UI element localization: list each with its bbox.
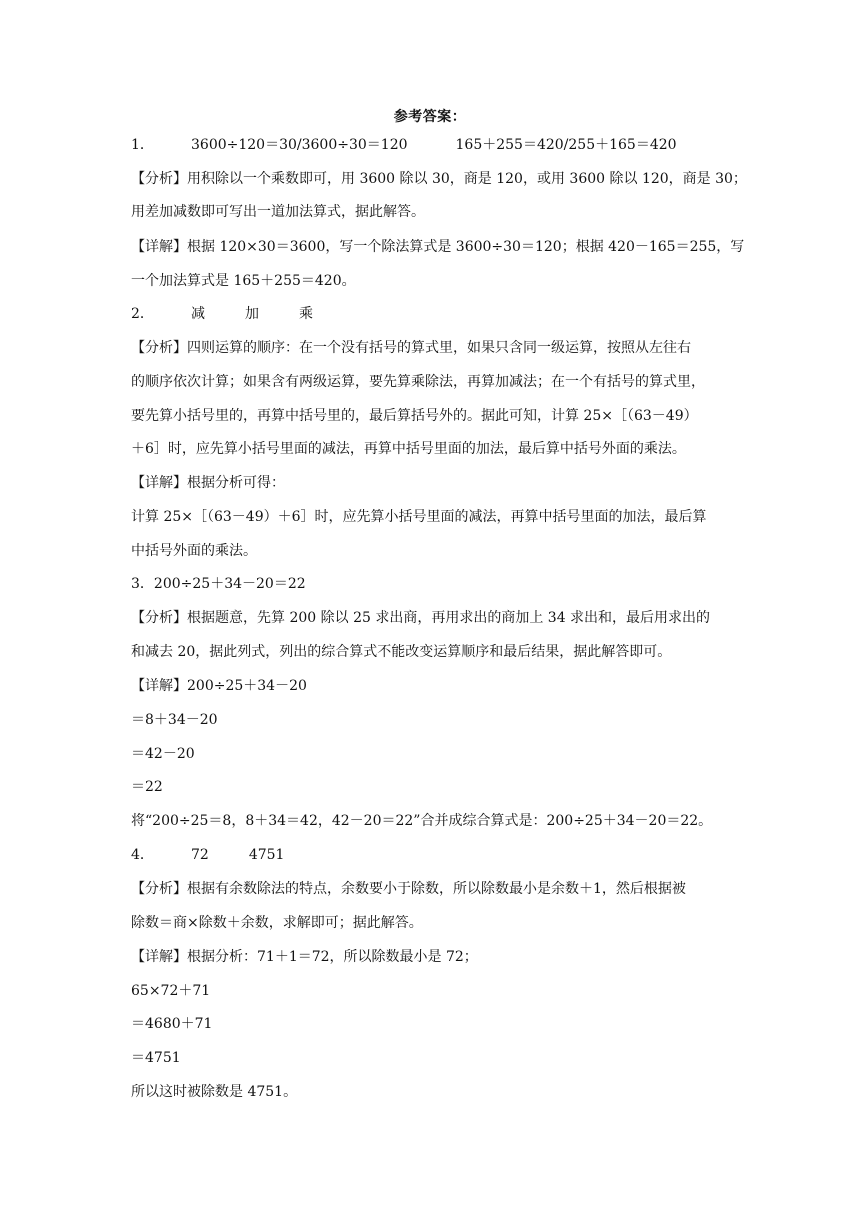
item-answer: 减 [191,306,205,322]
item-number: 1． [131,137,154,153]
analysis-line: 【分析】根据题意，先算 200 除以 25 求出商，再用求出的商加上 34 求出和，最后用求出的 [131,610,711,626]
item-4-answer-line [131,846,731,864]
analysis-line: 的顺序依次计算；如果含有两级运算，要先算乘除法，再算加减法；在一个有括号的算式里， [131,374,705,390]
detail-line: 将“200÷25＝8，8＋34＝42，42－20＝22”合并成综合算式是：200÷25＋34－20＝22。 [131,813,713,829]
analysis-line: ＋6］时，应先算小括号里面的减法，再算中括号里面的加法，最后算中括号外面的乘法。 [131,441,686,457]
detail-line: 所以这时被除数是 4751。 [131,1084,298,1100]
item-answer: 200÷25＋34－20＝22 [153,576,306,592]
detail-line: 【详解】根据 120×30＝3600，写一个除法算式是 3600÷30＝120；根据 420－165＝255，写 [131,239,745,255]
item-answer: 乘 [299,306,313,322]
item-number: 3． [131,576,154,592]
detail-line: ＝4751 [131,1050,181,1066]
analysis-line: 【分析】四则运算的顺序：在一个没有括号的算式里，如果只含同一级运算，按照从左往右 [131,340,691,356]
item-3-answer-line [131,575,731,593]
item-answer: 加 [245,306,259,322]
item-2-answer-line [131,305,731,323]
item-number: 4． [131,847,154,863]
analysis-line: 【分析】用积除以一个乘数即可，用 3600 除以 30，商是 120，或用 3600 除以 120，商是 30； [131,171,747,187]
detail-line: ＝42－20 [131,746,195,762]
detail-line: ＝8＋34－20 [131,712,218,728]
item-answer: 4751 [248,847,285,863]
item-answer: 165＋255＝420/255＋165＝420 [455,137,677,153]
item-answer: 72 [191,847,209,863]
analysis-line: 【分析】根据有余数除法的特点，余数要小于除数，所以除数最小是余数＋1，然后根据被 [131,881,686,897]
item-1-answer-line [131,136,731,154]
item-number: 2． [131,306,154,322]
analysis-line: 要先算小括号里的，再算中括号里的，最后算括号外的。据此可知，计算 25×［（63－49） [131,408,698,424]
page-title: 参考答案： [393,109,467,125]
analysis-line: 和减去 20，据此列式，列出的综合算式不能改变运算顺序和最后结果，据此解答即可。 [131,644,672,660]
detail-line: 【详解】200÷25＋34－20 [131,678,307,694]
detail-line: ＝4680＋71 [131,1016,213,1032]
detail-line: 【详解】根据分析：71＋1＝72，所以除数最小是 72； [131,949,478,965]
analysis-line: 除数＝商×除数＋余数，求解即可；据此解答。 [131,915,423,931]
detail-line: 计算 25×［（63－49）＋6］时，应先算小括号里面的减法，再算中括号里面的加法，最后算 [131,509,707,525]
detail-line: 65×72＋71 [131,983,211,999]
detail-line: 【详解】根据分析可得： [131,475,285,491]
detail-line: 中括号外面的乘法。 [131,543,257,559]
detail-line: 一个加法算式是 165＋255＝420。 [131,273,356,289]
analysis-line: 用差加减数即可写出一道加法算式，据此解答。 [131,204,425,220]
item-answer: 3600÷120＝30/3600÷30＝120 [191,137,408,153]
detail-line: ＝22 [131,779,163,795]
